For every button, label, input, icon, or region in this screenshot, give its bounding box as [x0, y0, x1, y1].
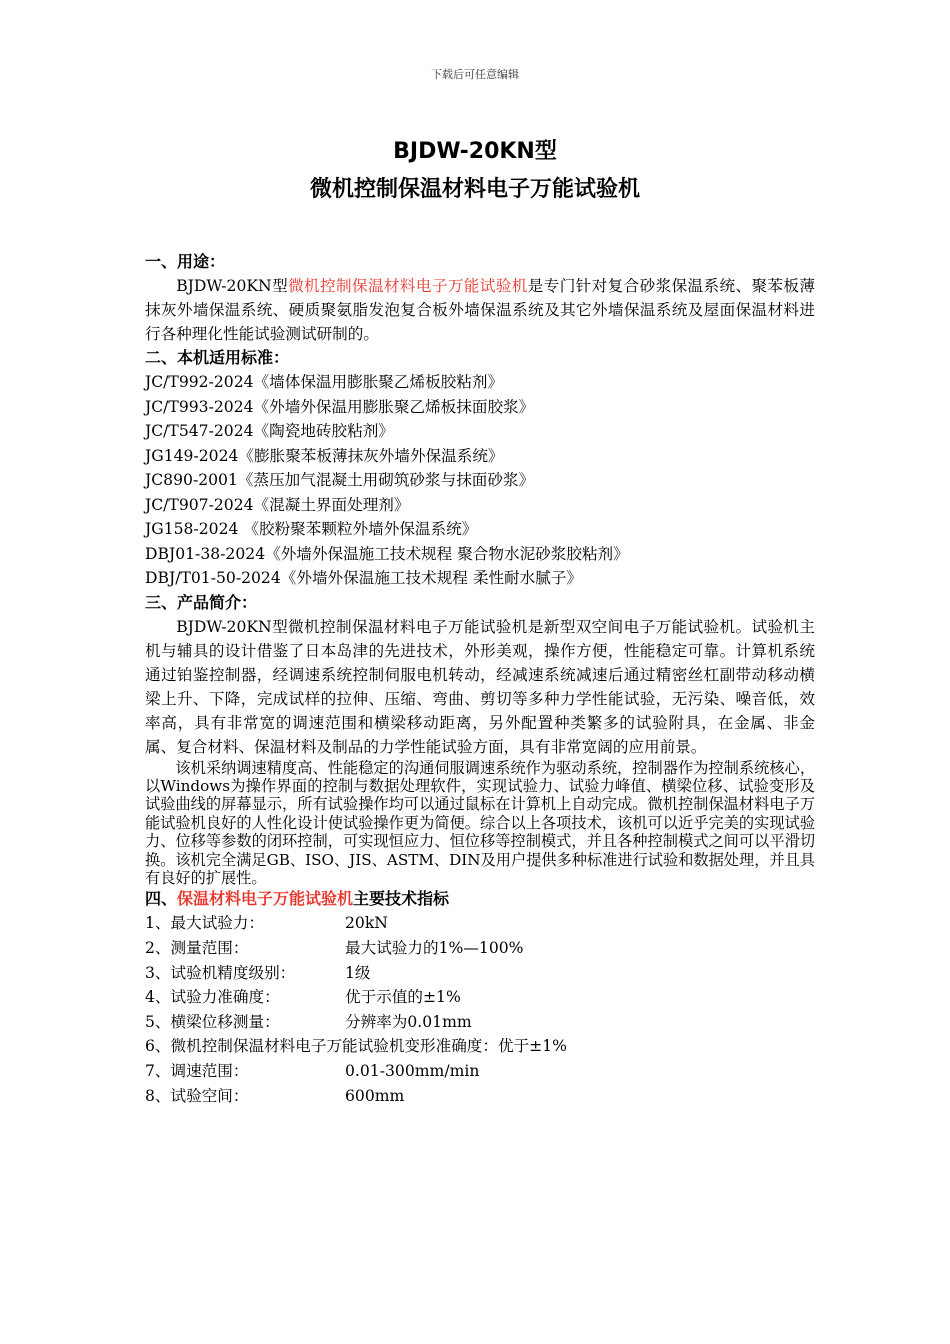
standard-item: DBJ01-38-2024《外墙外保温施工技术规程 聚合物水泥砂浆胶粘剂》	[145, 544, 629, 563]
spec-label: 1、最大试验力：	[145, 914, 265, 933]
section-intro-paragraph-2: 该机采纳调速精度高、性能稳定的沟通伺服调速系统作为驱动系统，控制器作为控制系统核心，以Windows为操作界面的控制与数据处理软件，实现试验力、试验力峰值、横梁位移、试验变形及试验曲线的屏幕显示，所有试验操作均可以通过鼠标在计算机上自动完成。微机控制保温材料电子万能试验机良好的人性化设计使试验操作更为简便。综合以上各项技术，该机可以近乎完美的实现试验力、位移等参数的闭环控制，可实现恒应力、恒位移等控制模式，并且各种控制模式之间可以平滑切换。该机完全满足GB、ISO、JIS、ASTM、DIN及用户提供多种标准进行试验和数据处理，并且具有良好的扩展性。	[145, 758, 815, 887]
header-note: 下载后可任意编辑	[431, 68, 519, 81]
standard-item: JC/T547-2024《陶瓷地砖胶粘剂》	[145, 422, 394, 440]
spec-row	[145, 1034, 815, 1059]
section-usage-paragraph	[145, 274, 815, 346]
spec-label: 6、微机控制保温材料电子万能试验机变形准确度：	[145, 1037, 498, 1056]
spec-row	[145, 961, 815, 986]
spec-row	[145, 1010, 815, 1035]
spec-label: 3、试验机精度级别：	[145, 963, 296, 982]
spec-value: 1级	[345, 963, 371, 982]
spec-value: 600mm	[345, 1086, 405, 1105]
spec-value: 最大试验力的1%—100%	[345, 938, 524, 957]
section-standards-heading: 二、本机适用标准：	[145, 348, 290, 367]
spec-row	[145, 936, 815, 961]
spec-label: 8、试验空间：	[145, 1086, 249, 1105]
section-intro-heading: 三、产品简介：	[145, 592, 258, 612]
spec-label: 2、测量范围：	[145, 938, 249, 957]
usage-text: 是专门针对复合砂浆保温系统、聚苯板薄抹灰外墙保温系统、硬质聚氨脂发泡复合板外墙保温系统及其它外墙保温系统及屋面保温材料进行各种理化性能试验测试研制的。	[145, 277, 815, 343]
spec-value: 优于示值的±1%	[345, 988, 461, 1007]
usage-model: BJDW-20KN型	[176, 277, 289, 295]
document-body	[145, 250, 815, 1108]
specs-heading-suffix: 主要技术指标	[353, 889, 450, 909]
standard-item: JC/T993-2024《外墙外保温用膨胀聚乙烯板抹面胶浆》	[145, 397, 535, 416]
specs-heading-prefix: 四、	[145, 889, 178, 909]
standard-item: JC/T992-2024《墙体保温用膨胀聚乙烯板胶粘剂》	[145, 373, 504, 391]
spec-value: 0.01-300mm/min	[345, 1061, 480, 1080]
spec-row	[145, 985, 815, 1010]
spec-label: 5、横梁位移测量：	[145, 1012, 280, 1031]
standard-item: JC890-2001《蒸压加气混凝土用砌筑砂浆与抹面砂浆》	[145, 471, 535, 489]
spec-row	[145, 1084, 815, 1109]
spec-label: 7、调速范围：	[145, 1061, 249, 1080]
standard-item: DBJ/T01-50-2024《外墙外保温施工技术规程 柔性耐水腻子》	[145, 569, 583, 587]
spec-row	[145, 1059, 815, 1084]
specs-heading-highlight: 保温材料电子万能试验机	[177, 889, 354, 909]
spec-value: 优于±1%	[497, 1037, 567, 1056]
spec-value: 20kN	[345, 914, 388, 933]
usage-product-highlight: 微机控制保温材料电子万能试验机	[288, 277, 528, 295]
standard-item: JC/T907-2024《混凝土界面处理剂》	[145, 495, 410, 514]
section-intro-paragraph-1: BJDW-20KN型微机控制保温材料电子万能试验机是新型双空间电子万能试验机。试验机主机与辅具的设计借鉴了日本岛津的先进技术，外形美观，操作方便，性能稳定可靠。计算机系统通过铂鉴控制器，经调速系统控制伺服电机转动，经减速系统减速后通过精密丝杠副带动移动横梁上升、下降，完成试样的拉伸、压缩、弯曲、剪切等多种力学性能试验，无污染、噪音低，效率高，具有非常宽的调速范围和横梁移动距离，另外配置种类繁多的试验附具，在金属、非金属、复合材料、保温材料及制品的力学性能试验方面，具有非常宽阔的应用前景。	[145, 617, 815, 756]
section-usage-heading: 一、用途：	[145, 252, 226, 271]
section-specs-heading	[145, 887, 815, 911]
standard-item: JG158-2024 《胶粉聚苯颗粒外墙外保温系统》	[145, 520, 478, 538]
spec-row	[145, 911, 815, 936]
specs-list	[145, 911, 815, 1108]
document-title-name: 微机控制保温材料电子万能试验机	[309, 177, 640, 202]
standard-item: JG149-2024《膨胀聚苯板薄抹灰外墙外保温系统》	[145, 446, 504, 465]
spec-value: 分辨率为0.01mm	[345, 1012, 472, 1031]
spec-label: 4、试验力准确度：	[145, 988, 280, 1007]
document-title-model: BJDW-20KN型	[393, 139, 557, 164]
standards-list	[145, 370, 815, 591]
